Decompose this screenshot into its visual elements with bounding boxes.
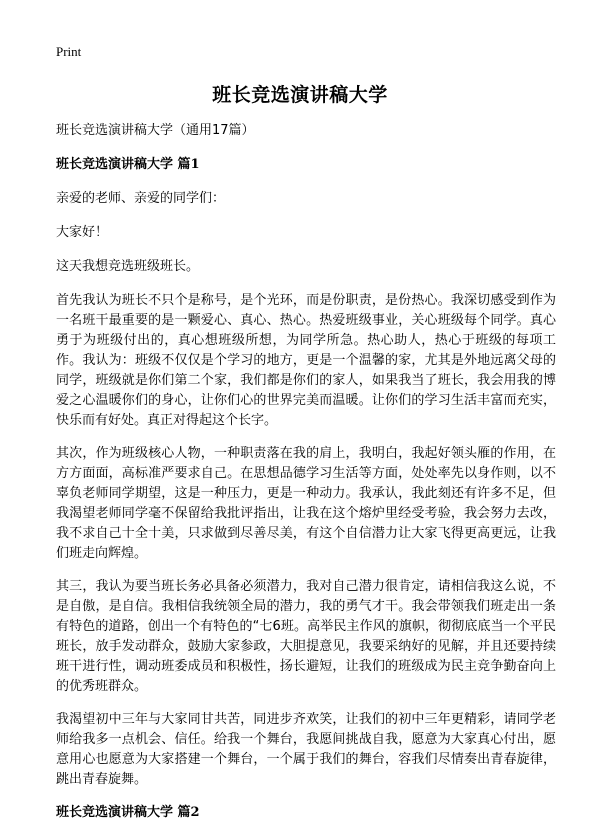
- paragraph-body: 首先我认为班长不只个是称号，是个光环，而是份职责，是份热心。我深切感受到作为一名班干最重要的是一颗爱心、真心、热心。热爱班级事业，关心班级每个同学。真心勇于为班级付出的，真心想班级所想，为同学所急。热心助人，热心于班级的每项工作。我认为：班级不仅仅是个学习的地方，更是一个温馨的家，尤其是外地远离父母的同学，班级就是你们第二个家，我们都是你们的家人，如果我当了班长，我会用我的博爱之心温暖你们的身心，让你们心的世界完美而温暖。让你们的学习生活丰富而充实，快乐而有好处。真正对得起这个长字。: [56, 293, 556, 428]
- paragraph-greeting: 亲爱的老师、亲爱的同学们：: [56, 191, 226, 206]
- paragraph-hello: 大家好！: [56, 225, 109, 240]
- page-title: 班长竞选演讲稿大学: [212, 84, 388, 106]
- section-heading-2: 班长竞选演讲稿大学 篇2: [56, 805, 200, 820]
- paragraph-body: 其次，作为班级核心人物，一种职责落在我的肩上，我明白，我起好领头雁的作用，在方方面面，高标准严要求自己。在思想品德学习生活等方面，处处率先以身作则，以不辜负老师同学期望，这是一种压力，更是一种动力。我承认，我此刻还有许多不足，但我渴望老师同学毫不保留给我批评指出，让我在这个熔炉里经受考验，我会努力去改，我不求自己十全十美，只求做到尽善尽美，有这个自信潜力让大家飞得更高更远，让我们班走向辉煌。: [56, 446, 556, 561]
- paragraph-body: 我渴望初中三年与大家同甘共苦，同进步齐欢笑，让我们的初中三年更精彩，请同学老师给我多一点机会、信任。给我一个舞台，我愿间挑战自我，愿意为大家真心付出，愿意用心也愿意为大家搭建一个舞台，一个属于我们的舞台，容我们尽情奏出青春旋律，跳出青春旋舞。: [56, 712, 556, 787]
- article-subtitle: 班长竞选演讲稿大学（通用17篇）: [56, 123, 255, 138]
- print-link[interactable]: Print: [56, 44, 82, 59]
- article-body: [56, 121, 556, 828]
- paragraph-intro: 这天我想竞选班级班长。: [56, 259, 200, 274]
- paragraph-body: 其三，我认为要当班长务必具备必须潜力，我对自己潜力很肯定，请相信我这么说，不是自傲，是自信。我相信我统领全局的潜力，我的勇气才干。我会带领我们班走出一条有特色的道路，创出一个有特色的“七6班。高举民主作风的旗帜，彻彻底底当一个平民班长，放手发动群众，鼓励大家参政，大胆提意见，我要采纳好的见解，并且还要持续班干进行性，调动班委成员和积极性，扬长避短，让我们的班级成为民主竞争勤奋向上的优秀班群众。: [56, 579, 556, 694]
- section-heading-1: 班长竞选演讲稿大学 篇1: [56, 157, 200, 172]
